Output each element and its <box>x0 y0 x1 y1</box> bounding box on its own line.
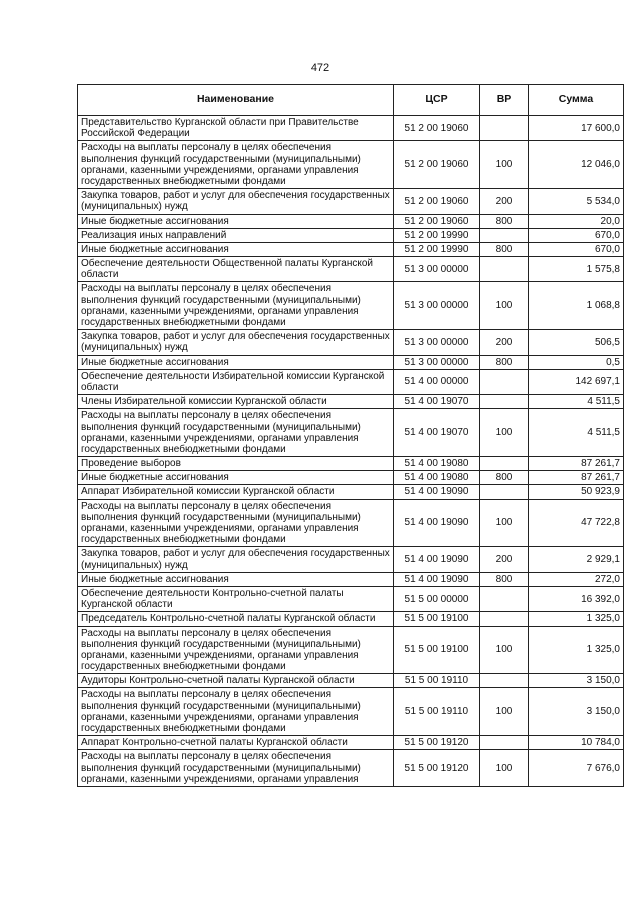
table-header-row <box>78 85 624 116</box>
name-cell: Закупка товаров, работ и услуг для обеспечения государственных (муниципальных) нужд <box>78 189 394 214</box>
csr-cell: 51 2 00 19060 <box>394 214 480 228</box>
table-row <box>78 499 624 547</box>
budget-table <box>77 84 624 787</box>
table-row <box>78 612 624 626</box>
name-cell: Закупка товаров, работ и услуг для обеспечения государственных (муниципальных) нужд <box>78 547 394 572</box>
csr-cell: 51 4 00 19080 <box>394 471 480 485</box>
name-cell: Расходы на выплаты персоналу в целях обеспечения выполнения функций государственными (муниципальными) органами, казенными учреждениями, органами управления государственных внебюджетными фондами <box>78 626 394 674</box>
csr-cell: 51 4 00 19070 <box>394 409 480 457</box>
vr-cell: 800 <box>480 214 529 228</box>
vr-cell <box>480 674 529 688</box>
csr-cell: 51 2 00 19060 <box>394 116 480 141</box>
vr-cell: 800 <box>480 242 529 256</box>
sum-cell: 3 150,0 <box>529 688 624 736</box>
name-cell: Расходы на выплаты персоналу в целях обеспечения выполнения функций государственными (муниципальными) органами, казенными учреждениями, органами управления <box>78 750 394 787</box>
vr-cell: 800 <box>480 572 529 586</box>
name-cell: Аппарат Контрольно-счетной палаты Курганской области <box>78 736 394 750</box>
csr-cell: 51 5 00 19120 <box>394 736 480 750</box>
table-row <box>78 355 624 369</box>
csr-cell: 51 4 00 19080 <box>394 457 480 471</box>
vr-cell: 100 <box>480 750 529 787</box>
sum-cell: 20,0 <box>529 214 624 228</box>
table-row <box>78 572 624 586</box>
table-row <box>78 330 624 355</box>
sum-cell: 2 929,1 <box>529 547 624 572</box>
sum-cell: 1 325,0 <box>529 626 624 674</box>
vr-cell <box>480 369 529 394</box>
table-row <box>78 471 624 485</box>
table-row <box>78 688 624 736</box>
name-cell: Расходы на выплаты персоналу в целях обеспечения выполнения функций государственными (муниципальными) органами, казенными учреждениями, органами управления государственных внебюджетными фондами <box>78 409 394 457</box>
csr-cell: 51 4 00 19090 <box>394 485 480 499</box>
name-cell: Проведение выборов <box>78 457 394 471</box>
name-cell: Аппарат Избирательной комиссии Курганской области <box>78 485 394 499</box>
sum-cell: 0,5 <box>529 355 624 369</box>
table-row <box>78 736 624 750</box>
csr-cell: 51 4 00 19070 <box>394 395 480 409</box>
name-cell: Иные бюджетные ассигнования <box>78 242 394 256</box>
sum-cell: 87 261,7 <box>529 471 624 485</box>
vr-cell: 100 <box>480 141 529 189</box>
vr-cell: 200 <box>480 547 529 572</box>
sum-cell: 87 261,7 <box>529 457 624 471</box>
table-row <box>78 189 624 214</box>
csr-cell: 51 4 00 00000 <box>394 369 480 394</box>
csr-cell: 51 2 00 19990 <box>394 242 480 256</box>
column-header-vr: ВР <box>480 85 529 116</box>
name-cell: Иные бюджетные ассигнования <box>78 572 394 586</box>
name-cell: Председатель Контрольно-счетной палаты Курганской области <box>78 612 394 626</box>
name-cell: Реализация иных направлений <box>78 228 394 242</box>
csr-cell: 51 4 00 19090 <box>394 547 480 572</box>
csr-cell: 51 4 00 19090 <box>394 499 480 547</box>
vr-cell: 800 <box>480 355 529 369</box>
column-header-csr: ЦСР <box>394 85 480 116</box>
vr-cell: 100 <box>480 282 529 330</box>
name-cell: Иные бюджетные ассигнования <box>78 214 394 228</box>
table-row <box>78 409 624 457</box>
table-row <box>78 457 624 471</box>
table-row <box>78 626 624 674</box>
sum-cell: 670,0 <box>529 228 624 242</box>
sum-cell: 3 150,0 <box>529 674 624 688</box>
csr-cell: 51 3 00 00000 <box>394 355 480 369</box>
table-row <box>78 395 624 409</box>
sum-cell: 1 325,0 <box>529 612 624 626</box>
csr-cell: 51 2 00 19060 <box>394 189 480 214</box>
csr-cell: 51 5 00 19110 <box>394 688 480 736</box>
column-header-name: Наименование <box>78 85 394 116</box>
vr-cell <box>480 116 529 141</box>
vr-cell <box>480 612 529 626</box>
name-cell: Аудиторы Контрольно-счетной палаты Курганской области <box>78 674 394 688</box>
csr-cell: 51 3 00 00000 <box>394 330 480 355</box>
vr-cell: 100 <box>480 626 529 674</box>
sum-cell: 4 511,5 <box>529 395 624 409</box>
table-row <box>78 586 624 611</box>
table-row <box>78 750 624 787</box>
vr-cell <box>480 736 529 750</box>
name-cell: Обеспечение деятельности Избирательной комиссии Курганской области <box>78 369 394 394</box>
vr-cell <box>480 485 529 499</box>
sum-cell: 506,5 <box>529 330 624 355</box>
vr-cell <box>480 228 529 242</box>
vr-cell: 100 <box>480 409 529 457</box>
table-row <box>78 141 624 189</box>
vr-cell <box>480 457 529 471</box>
vr-cell: 100 <box>480 688 529 736</box>
table-row <box>78 674 624 688</box>
csr-cell: 51 3 00 00000 <box>394 257 480 282</box>
csr-cell: 51 5 00 19100 <box>394 612 480 626</box>
table-row <box>78 228 624 242</box>
vr-cell: 200 <box>480 189 529 214</box>
name-cell: Обеспечение деятельности Контрольно-счетной палаты Курганской области <box>78 586 394 611</box>
sum-cell: 50 923,9 <box>529 485 624 499</box>
name-cell: Иные бюджетные ассигнования <box>78 471 394 485</box>
sum-cell: 1 068,8 <box>529 282 624 330</box>
csr-cell: 51 3 00 00000 <box>394 282 480 330</box>
column-header-sum: Сумма <box>529 85 624 116</box>
table-row <box>78 547 624 572</box>
table-row <box>78 242 624 256</box>
vr-cell <box>480 257 529 282</box>
page-number: 472 <box>310 62 330 74</box>
sum-cell: 272,0 <box>529 572 624 586</box>
sum-cell: 670,0 <box>529 242 624 256</box>
table-row <box>78 116 624 141</box>
csr-cell: 51 4 00 19090 <box>394 572 480 586</box>
csr-cell: 51 5 00 19120 <box>394 750 480 787</box>
sum-cell: 7 676,0 <box>529 750 624 787</box>
csr-cell: 51 5 00 00000 <box>394 586 480 611</box>
csr-cell: 51 2 00 19990 <box>394 228 480 242</box>
vr-cell: 800 <box>480 471 529 485</box>
vr-cell <box>480 586 529 611</box>
vr-cell: 100 <box>480 499 529 547</box>
sum-cell: 47 722,8 <box>529 499 624 547</box>
table-row <box>78 369 624 394</box>
name-cell: Представительство Курганской области при Правительстве Российской Федерации <box>78 116 394 141</box>
sum-cell: 16 392,0 <box>529 586 624 611</box>
name-cell: Иные бюджетные ассигнования <box>78 355 394 369</box>
csr-cell: 51 5 00 19100 <box>394 626 480 674</box>
name-cell: Обеспечение деятельности Общественной палаты Курганской области <box>78 257 394 282</box>
name-cell: Члены Избирательной комиссии Курганской области <box>78 395 394 409</box>
table-row <box>78 485 624 499</box>
sum-cell: 10 784,0 <box>529 736 624 750</box>
table-row <box>78 214 624 228</box>
name-cell: Расходы на выплаты персоналу в целях обеспечения выполнения функций государственными (муниципальными) органами, казенными учреждениями, органами управления государственных внебюджетными фондами <box>78 688 394 736</box>
name-cell: Расходы на выплаты персоналу в целях обеспечения выполнения функций государственными (муниципальными) органами, казенными учреждениями, органами управления государственных внебюджетными фондами <box>78 282 394 330</box>
sum-cell: 1 575,8 <box>529 257 624 282</box>
csr-cell: 51 2 00 19060 <box>394 141 480 189</box>
sum-cell: 17 600,0 <box>529 116 624 141</box>
name-cell: Закупка товаров, работ и услуг для обеспечения государственных (муниципальных) нужд <box>78 330 394 355</box>
table-row <box>78 257 624 282</box>
csr-cell: 51 5 00 19110 <box>394 674 480 688</box>
sum-cell: 5 534,0 <box>529 189 624 214</box>
vr-cell <box>480 395 529 409</box>
table-row <box>78 282 624 330</box>
sum-cell: 4 511,5 <box>529 409 624 457</box>
name-cell: Расходы на выплаты персоналу в целях обеспечения выполнения функций государственными (муниципальными) органами, казенными учреждениями, органами управления государственных внебюджетными фондами <box>78 499 394 547</box>
table-body <box>78 116 624 787</box>
sum-cell: 142 697,1 <box>529 369 624 394</box>
vr-cell: 200 <box>480 330 529 355</box>
name-cell: Расходы на выплаты персоналу в целях обеспечения выполнения функций государственными (муниципальными) органами, казенными учреждениями, органами управления государственных внебюджетными фондами <box>78 141 394 189</box>
sum-cell: 12 046,0 <box>529 141 624 189</box>
